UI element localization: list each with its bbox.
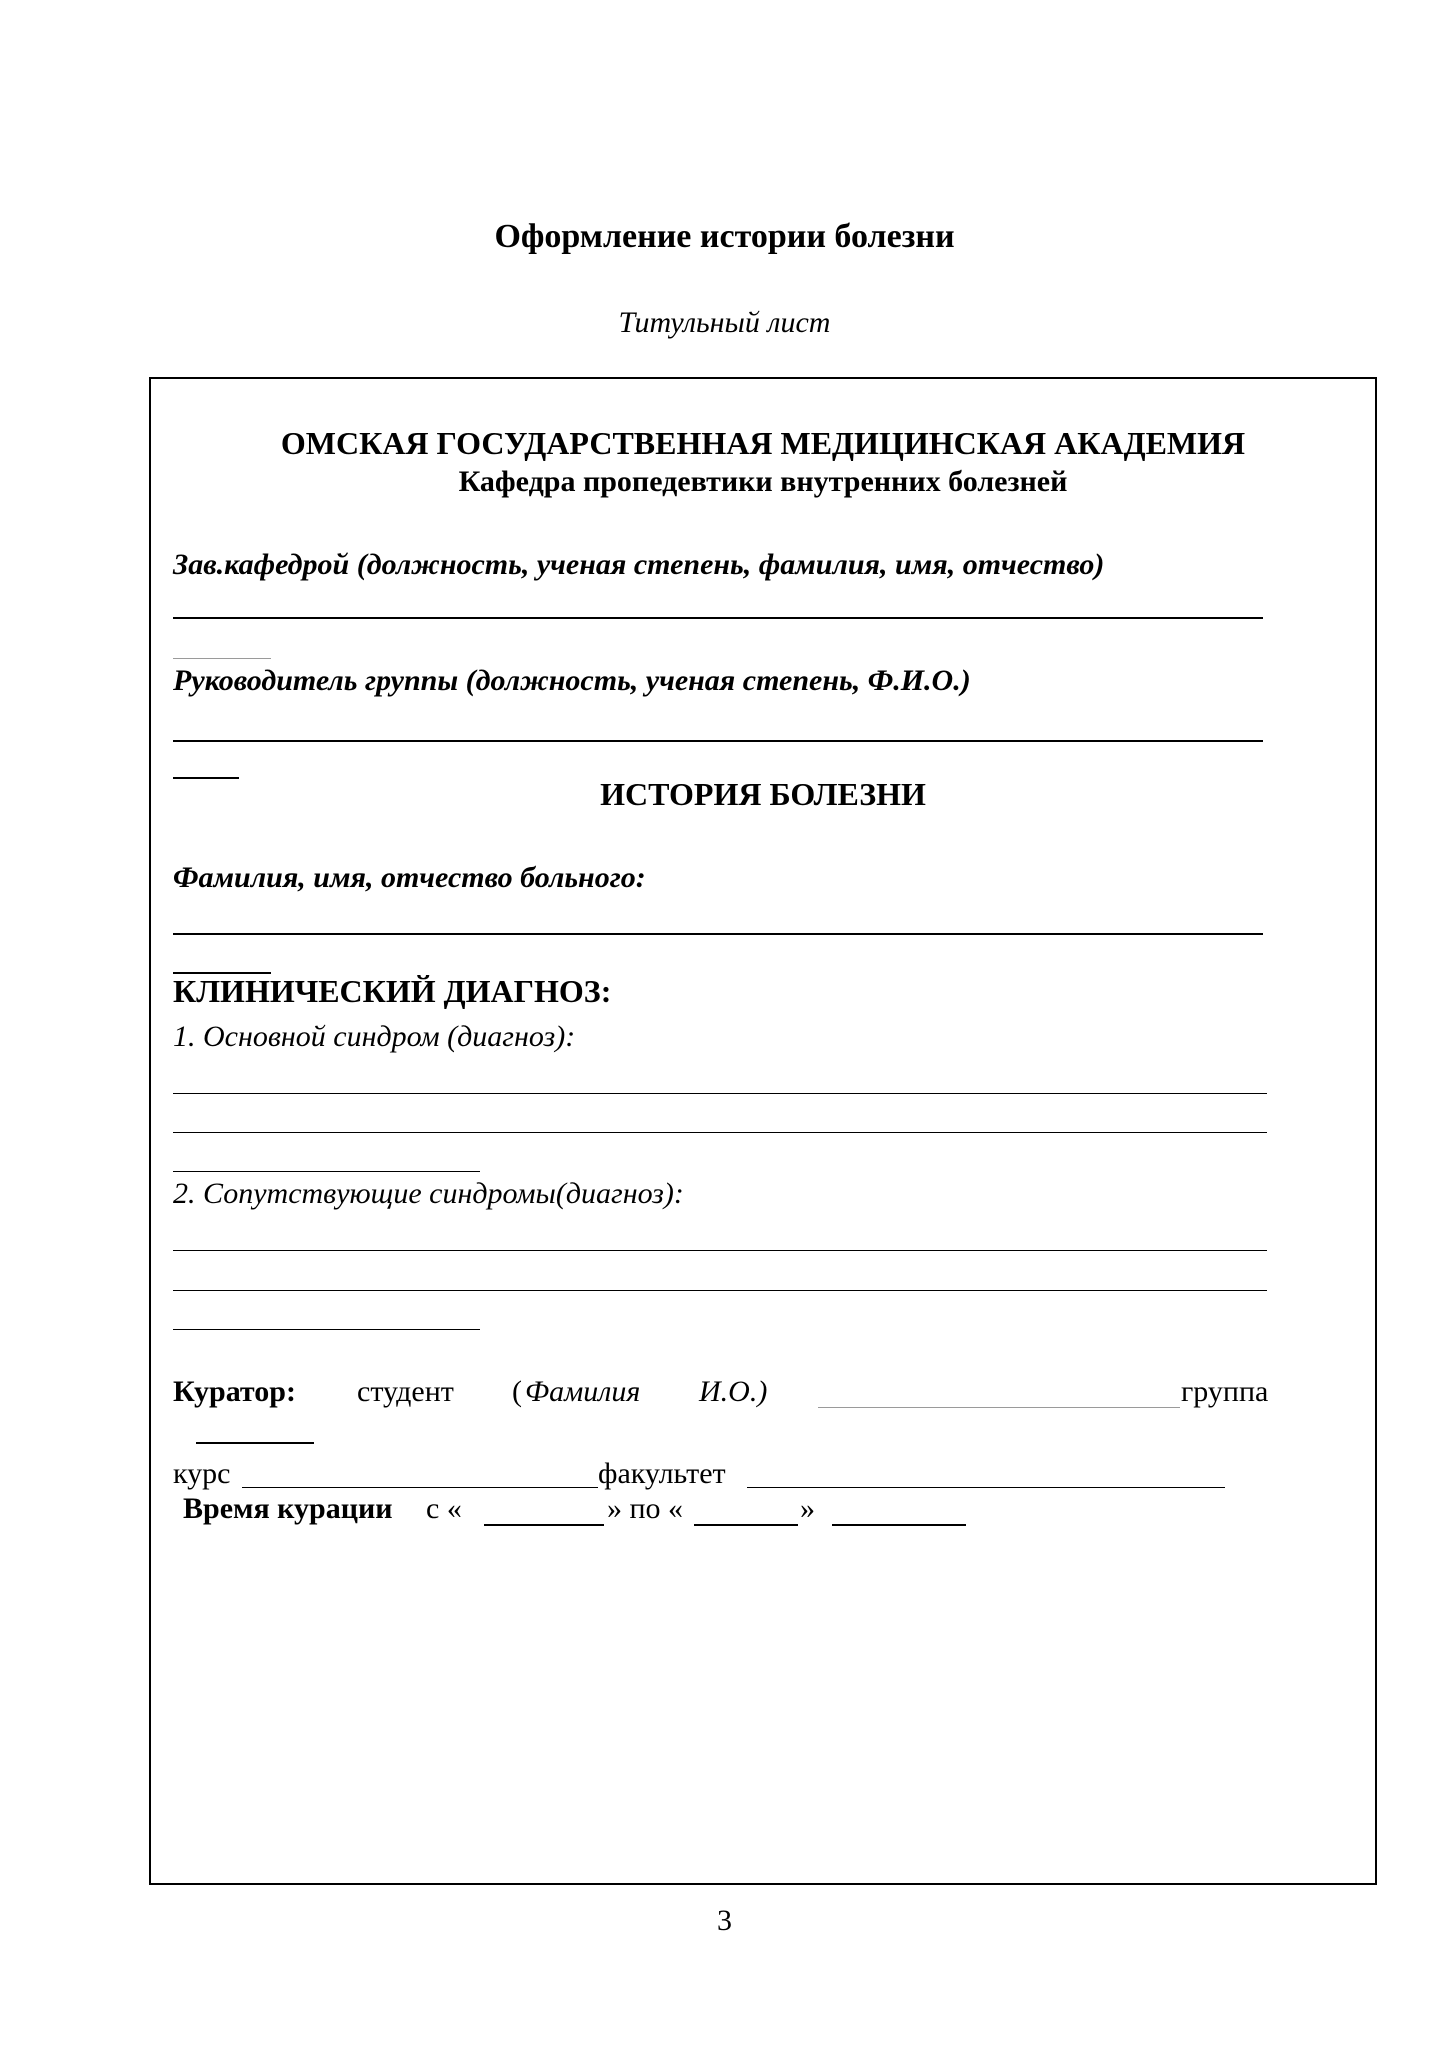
patient-name-label: Фамилия, имя, отчество больного:: [173, 861, 646, 894]
group-line[interactable]: [196, 1442, 314, 1444]
curation-time-label: Время курации: [183, 1492, 393, 1525]
history-title: ИСТОРИЯ БОЛЕЗНИ: [600, 776, 926, 812]
department-name: Кафедра пропедевтики внутренних болезней: [458, 465, 1068, 498]
faculty-line[interactable]: [747, 1487, 1225, 1488]
curation-start-line[interactable]: [484, 1524, 604, 1526]
title-page-frame: [149, 377, 1377, 1885]
curation-end-day-line[interactable]: [694, 1524, 798, 1526]
course-line[interactable]: [242, 1487, 598, 1488]
course-label: курс: [173, 1457, 231, 1490]
concomitant-line-1[interactable]: [173, 1250, 1267, 1251]
curator-label: Куратор:: [173, 1375, 296, 1408]
main-syndrome-line-1[interactable]: [173, 1093, 1267, 1094]
group-leader-label: Руководитель группы (должность, ученая степень, Ф.И.О.): [173, 664, 971, 697]
academy-name: ОМСКАЯ ГОСУДАРСТВЕННАЯ МЕДИЦИНСКАЯ АКАДЕМИЯ: [280, 425, 1246, 461]
student-name-line[interactable]: [818, 1407, 1180, 1408]
student-word: студент: [357, 1375, 454, 1408]
student-name-open-paren: (: [512, 1375, 522, 1408]
faculty-label: факультет: [598, 1457, 726, 1490]
concomitant-line-2[interactable]: [173, 1290, 1267, 1291]
patient-name-line[interactable]: [173, 933, 1263, 935]
head-of-department-line[interactable]: [173, 617, 1263, 619]
group-label: группа: [1181, 1375, 1269, 1408]
curation-end-month-line[interactable]: [832, 1524, 966, 1526]
student-name-initials-hint: И.О.): [699, 1375, 768, 1408]
concomitant-syndromes-label: 2. Сопутствующие синдромы(диагноз):: [173, 1177, 684, 1210]
group-leader-line[interactable]: [173, 740, 1263, 742]
curation-from-word: с «: [426, 1492, 462, 1525]
page-number: 3: [717, 1904, 732, 1937]
head-of-department-label: Зав.кафедрой (должность, ученая степень, фамилия, имя, отчество): [173, 548, 1105, 581]
concomitant-line-3[interactable]: [173, 1329, 480, 1330]
clinical-diagnosis-heading: КЛИНИЧЕСКИЙ ДИАГНОЗ:: [173, 973, 612, 1009]
document-title: Оформление истории болезни: [494, 218, 955, 255]
student-name-family-hint: Фамилия: [525, 1375, 641, 1408]
main-syndrome-label: 1. Основной синдром (диагноз):: [173, 1020, 576, 1053]
curation-close-quote: »: [800, 1492, 815, 1525]
curation-to-word: » по «: [607, 1492, 684, 1525]
document-subtitle: Титульный лист: [618, 306, 831, 339]
head-of-department-line-continuation[interactable]: [173, 658, 271, 659]
main-syndrome-line-3[interactable]: [173, 1171, 480, 1172]
main-syndrome-line-2[interactable]: [173, 1132, 1267, 1133]
